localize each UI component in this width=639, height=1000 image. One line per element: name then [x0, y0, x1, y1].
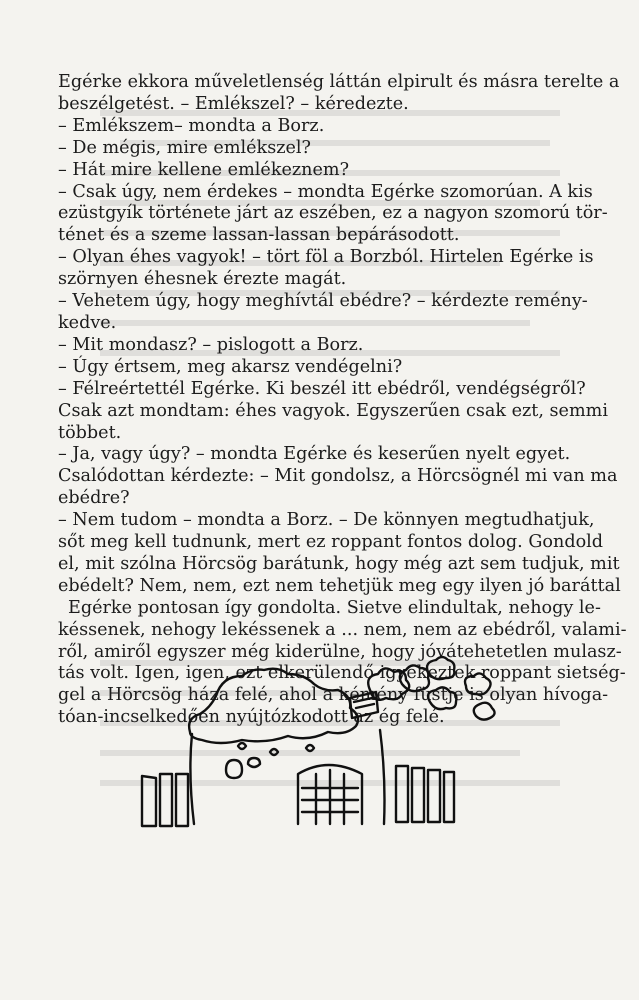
text-line: – De mégis, mire emlékszel? [58, 137, 311, 158]
text-line: szörnyen éhesnek érezte magát. [58, 269, 347, 290]
text-line: – Félreértettél Egérke. Ki beszél itt ebédről, vendégségről? [58, 378, 586, 399]
text-line: – Vehetem úgy, hogy meghívtál ebédre? – kérdezte remény- [58, 291, 588, 312]
text-line: – Mit mondasz? – pislogott a Borz. [58, 334, 364, 355]
text-line: ről, amiről egyszer még kiderülne, hogy jóvátehetetlen mulasz- [58, 641, 622, 662]
text-line: tóan-incselkedően nyújtózkodott az ég felé. [58, 707, 445, 728]
text-line: – Csak úgy, nem érdekes – mondta Egérke szomorúan. A kis [58, 181, 593, 202]
text-line: tás volt. Igen, igen, ezt elkerülendő igyekeztek roppant sietség- [58, 663, 626, 684]
smoke-clouds [368, 657, 494, 720]
text-line: ebédelt? Nem, nem, ezt nem tehetjük meg egy ilyen jó baráttal [58, 575, 621, 596]
text-line: kedve. [58, 312, 117, 333]
house-illustration [130, 650, 510, 830]
text-line: Csalódottan kérdezte: – Mit gondolsz, a Hörcsögnél mi van ma [58, 466, 618, 487]
story-text [58, 72, 627, 729]
text-line: – Emlékszem– mondta a Borz. [58, 115, 325, 136]
text-line: sőt meg kell tudnunk, mert ez roppant fontos dolog. Gondold [58, 532, 604, 553]
text-line: Csak azt mondtam: éhes vagyok. Egyszerűen csak ezt, semmi [58, 400, 608, 421]
text-line: gel a Hörcsög háza felé, ahol a kémény füstje is olyan hívoga- [58, 685, 609, 706]
text-line: – Nem tudom – mondta a Borz. – De könnyen megtudhatjuk, [58, 510, 595, 531]
text-line: Egérke ekkora műveletlenség láttán elpirult és másra terelte a [58, 72, 620, 92]
text-line: többet. [58, 422, 122, 443]
text-line: beszélgetést. – Emlékszel? – kéredezte. [58, 93, 409, 114]
text-line: ténet és a szeme lassan-lassan bepárásodott. [58, 225, 460, 246]
text-line: ebédre? [58, 488, 130, 509]
text-line: el, mit szólna Hörcsög barátunk, hogy még azt sem tudjuk, mit [58, 553, 620, 574]
hamster-house-drawing [130, 650, 510, 830]
text-line: Egérke pontosan így gondolta. Sietve elindultak, nehogy le- [68, 597, 601, 618]
text-line: – Olyan éhes vagyok! – tört föl a Borzból. Hirtelen Egérke is [58, 247, 594, 268]
text-line: – Hát mire kellene emlékeznem? [58, 159, 350, 180]
door [298, 765, 362, 824]
text-line: – Ja, vagy úgy? – mondta Egérke és keserűen nyelt egyet. [58, 444, 571, 465]
text-line: ezüstgyík története járt az eszében, ez a nagyon szomorú tör- [58, 203, 608, 224]
text-line: késsenek, nehogy lekéssenek a ... nem, nem az ebédről, valami- [58, 619, 627, 640]
text-line: – Úgy értsem, meg akarsz vendégelni? [58, 356, 403, 377]
